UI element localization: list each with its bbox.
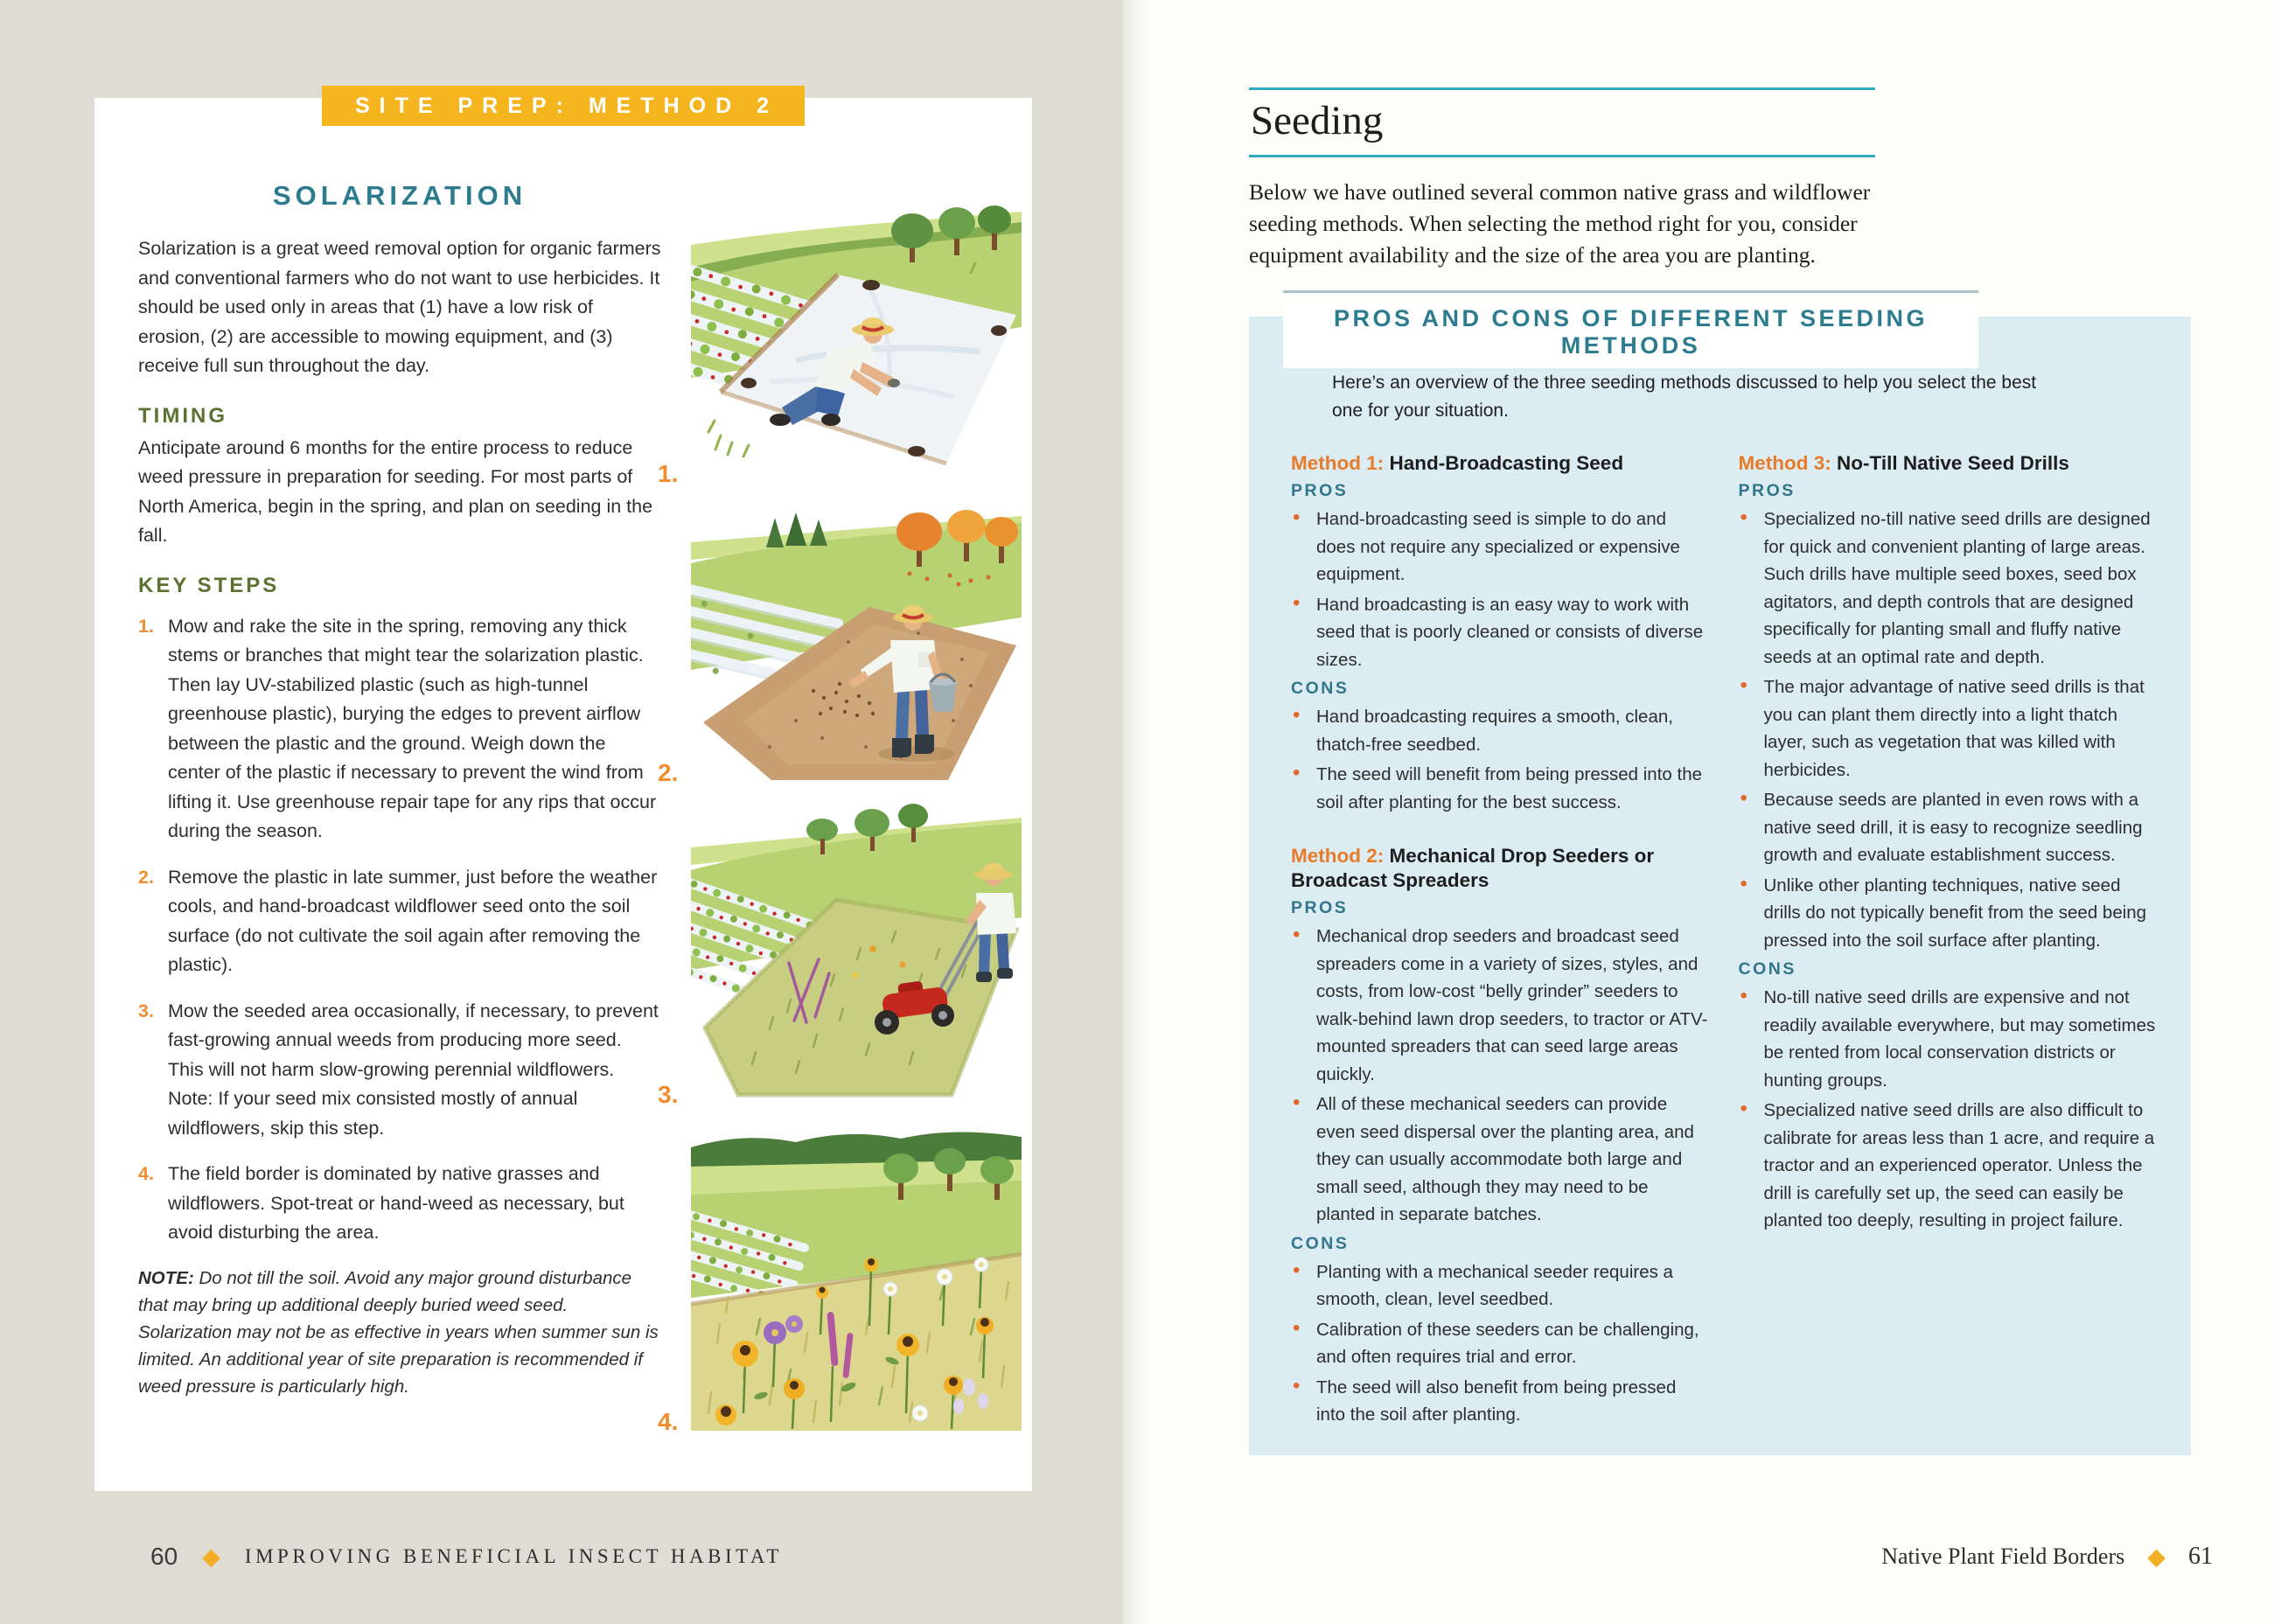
bullet-icon: • [1740,1097,1747,1120]
method-1-cons-list [1291,703,1709,816]
pro-item [1291,591,1709,674]
bullet-icon: • [1740,505,1747,529]
pro-item [1739,786,2157,869]
timing-body: Anticipate around 6 months for the entire process to reduce weed pressure in preparation for seeding. For most parts of North America, begin in the spring, and plan on seeding in the fall. [138,436,653,546]
solarization-title: SOLARIZATION [272,180,527,211]
bullet-icon: • [1293,1373,1301,1397]
solarization-plastic-illustration [691,194,1022,483]
method-1-block [1291,451,1709,816]
method-2-title [1291,844,1709,893]
timing-heading: TIMING [138,403,227,428]
method-1-name: Hand-Broadcasting Seed [1389,452,1624,474]
step-item-3 [138,997,661,1144]
con-text: Planting with a mechanical seeder requires a smooth, clean, level seedbed. [1316,1261,1673,1309]
pros-cons-intro: Here’s an overview of the three seeding methods discussed to help you select the best one for your situation. [1332,373,2037,421]
diamond-icon: ◆ [2147,1543,2166,1570]
con-text: Calibration of these seeders can be challenging, and often requires trial and error. [1316,1319,1699,1367]
step-number: 2. [138,866,154,888]
left-page [0,0,1123,1624]
con-item [1291,1374,1709,1429]
solarization-intro: Solarization is a great weed removal option for organic farmers and conventional farmers who do not want to use herbicides. It should be used only in areas that (1) have a low risk of erosion, (2) are accessible to mowing equipment, and (3) receive full sun throughout the day. [138,238,661,376]
method-2-pros-list [1291,923,1709,1229]
step-number: 4. [138,1163,154,1184]
pro-item [1739,505,2157,671]
method-3-pros-list [1739,505,2157,954]
pro-text: The major advantage of native seed drills is that you can plant them directly into a light thatch layer, such as vegetation that was killed with herbicides. [1763,677,2145,780]
figure-number-1: 1. [658,460,679,487]
step-text: Remove the plastic in late summer, just before the weather cools, and hand-broadcast wildflower seed onto the soil surface (do not cultivate the soil again after removing the plastic). [168,866,658,975]
right-footer-title: Native Plant Field Borders [1881,1544,2125,1569]
method-3-label: Method 3: [1738,452,1831,474]
bullet-icon: • [1293,505,1301,529]
figure-lay-plastic [658,194,1022,487]
method-1-cons-label: CONS [1291,679,1350,698]
note-label: NOTE: [138,1267,194,1288]
method-2-cons-label: CONS [1291,1233,1350,1253]
figure-hand-broadcast [658,502,1022,786]
pros-cons-heading: PROS AND CONS OF DIFFERENT SEEDING METHODS [1283,298,1978,368]
method-3-cons-list [1739,984,2157,1235]
seeding-intro: Below we have outlined several common native grass and wildflower seeding methods. When selecting the method right for you, consider equipment availability and the size of the area you are planting. [1249,179,1871,268]
bullet-icon: • [1293,1315,1301,1340]
pro-text: Mechanical drop seeders and broadcast seed spreaders come in a variety of sizes, styles, and costs, from low-cost “belly grinder” seeders to walk-behind lawn drop seeders, to tractor or ATV-mounted spreaders that can seed large areas quickly. [1316,926,1708,1084]
key-steps-list [138,612,661,1248]
column-left [1291,451,1709,1432]
bullet-icon: • [1740,673,1747,697]
note-text: Do not till the soil. Avoid any major ground disturbance that may bring up additional deeply buried weed seed. Solarization may not be as effective in years when summer sun is limited. An additional year of site preparation is recommended if weed pressure is particularly high. [138,1267,659,1397]
bullet-icon: • [1293,923,1301,946]
con-item [1291,703,1709,758]
con-item [1291,761,1709,816]
bullet-icon: • [1293,590,1301,615]
bullet-icon: • [1740,786,1747,810]
pro-item [1291,1091,1709,1229]
con-text: Hand broadcasting requires a smooth, clean, thatch-free seedbed. [1316,707,1673,755]
right-page [1123,0,2274,1624]
column-right [1739,451,2157,1432]
pros-cons-columns [1249,451,2191,1432]
solarization-card [94,94,1032,1491]
pro-item [1739,673,2157,784]
pro-item [1291,505,1709,589]
pros-cons-box [1249,305,2191,1455]
method-1-label: Method 1: [1291,452,1385,474]
left-footer [150,1543,783,1571]
pro-text: Hand broadcasting is an easy way to work with seed that is poorly cleaned or consists of diverse sizes. [1316,594,1704,670]
con-text: No-till native seed drills are expensive and not readily available everywhere, but may sometimes be rented from local conservation districts or hunting groups. [1763,987,2156,1091]
pro-text: All of these mechanical seeders can provide even seed dispersal over the planting area, and they can usually accommodate both large and small seed, although they may need to be planted in separate batches. [1316,1094,1694,1224]
page-number-right: 61 [2188,1543,2213,1570]
figure-number-4: 4. [658,1408,679,1435]
con-item [1739,1097,2157,1235]
diamond-icon: ◆ [202,1543,220,1570]
step-text: The field border is dominated by native grasses and wildflowers. Spot-treat or hand-weed as necessary, but avoid disturbing the area. [168,1163,624,1243]
pro-text: Unlike other planting techniques, native seed drills do not typically benefit from the seed being pressed into the soil surface after planting. [1763,875,2147,951]
right-footer [1881,1543,2213,1571]
step-item-2 [138,863,661,980]
right-content [1249,0,2202,1455]
pro-text: Specialized no-till native seed drills are designed for quick and convenient planting of large areas. Such drills have multiple seed boxes, seed box agitators, and depth controls that are designed specifically for planting small and fluffy native seeds at an optimal rate and depth. [1763,509,2151,667]
con-text: The seed will also benefit from being pressed into the soil after planting. [1316,1377,1677,1425]
con-item [1291,1258,1709,1314]
method-2-label: Method 2: [1291,845,1385,867]
method-3-pros-label: PROS [1738,481,1796,500]
method-1-title [1291,451,1709,476]
wildflower-meadow-illustration [691,1125,1022,1431]
bullet-icon: • [1740,984,1747,1007]
con-item [1739,984,2157,1094]
illustration-column [658,194,1022,1450]
bullet-icon: • [1293,1091,1301,1114]
page-number-left: 60 [150,1543,178,1570]
seeding-heading-block [1249,87,1875,157]
mowing-illustration [691,802,1022,1104]
step-text: Mow and rake the site in the spring, removing any thick stems or branches that might tear the solarization plastic. Then lay UV-stabilized plastic (such as high-tunnel greenhouse plastic), burying the edges to prevent airflow between the plastic and the ground. Weigh down the center of the plastic if necessary to prevent the wind from lifting it. Use greenhouse repair tape for any rips that occur during the season. [168,615,657,841]
note-paragraph [138,1265,661,1400]
site-prep-banner: SITE PREP: METHOD 2 [322,86,805,126]
method-2-cons-list [1291,1258,1709,1429]
method-2-pros-label: PROS [1291,898,1349,917]
heading-top-rule [1283,290,1978,293]
pro-text: Hand-broadcasting seed is simple to do and does not require any specialized or expensive equipment. [1316,509,1680,584]
step-number: 3. [138,1000,154,1021]
pro-text: Because seeds are planted in even rows with a native seed drill, it is easy to recognize seedling growth and evaluate establishment success. [1763,790,2143,865]
bullet-icon: • [1293,1258,1301,1282]
figure-number-2: 2. [658,759,679,786]
step-text: Mow the seeded area occasionally, if necessary, to prevent fast-growing annual weeds from producing more seed. This will not harm slow-growing perennial wildflowers. Note: If your seed mix consisted mostly of annual wildflowers, skip this step. [168,1000,659,1139]
method-3-name: No-Till Native Seed Drills [1837,452,2069,474]
key-steps-heading: KEY STEPS [138,573,280,597]
con-text: Specialized native seed drills are also difficult to calibrate for areas less than 1 acre, and require a tractor and an experienced operator. Unless the drill is carefully set up, the seed can easily be planted too deeply, resulting in project failure. [1763,1100,2155,1230]
pros-cons-heading-band [1283,290,1978,368]
seeding-title: Seeding [1251,98,1384,143]
bullet-icon: • [1740,871,1747,896]
method-3-cons-label: CONS [1738,959,1796,979]
figure-mowing [658,802,1022,1108]
solarization-text-column [138,180,661,1400]
method-3-title [1739,451,2157,476]
step-item-1 [138,612,661,847]
method-2-name: Mechanical Drop Seeders or Broadcast Spreaders [1291,845,1655,891]
step-item-4 [138,1160,661,1248]
left-footer-title: IMPROVING BENEFICIAL INSECT HABITAT [244,1545,783,1567]
method-3-block [1739,451,2157,1235]
bullet-icon: • [1293,761,1301,784]
pro-item [1739,872,2157,955]
figure-wildflower-border [658,1125,1022,1435]
method-1-pros-list [1291,505,1709,673]
method-2-block [1291,844,1709,1429]
hand-broadcasting-illustration [691,502,1022,782]
figure-number-3: 3. [658,1081,679,1108]
method-1-pros-label: PROS [1291,481,1349,500]
bullet-icon: • [1293,703,1301,727]
pro-item [1291,923,1709,1088]
con-item [1291,1316,1709,1371]
con-text: The seed will benefit from being pressed into the soil after planting for the best success. [1316,764,1703,812]
step-number: 1. [138,615,154,637]
